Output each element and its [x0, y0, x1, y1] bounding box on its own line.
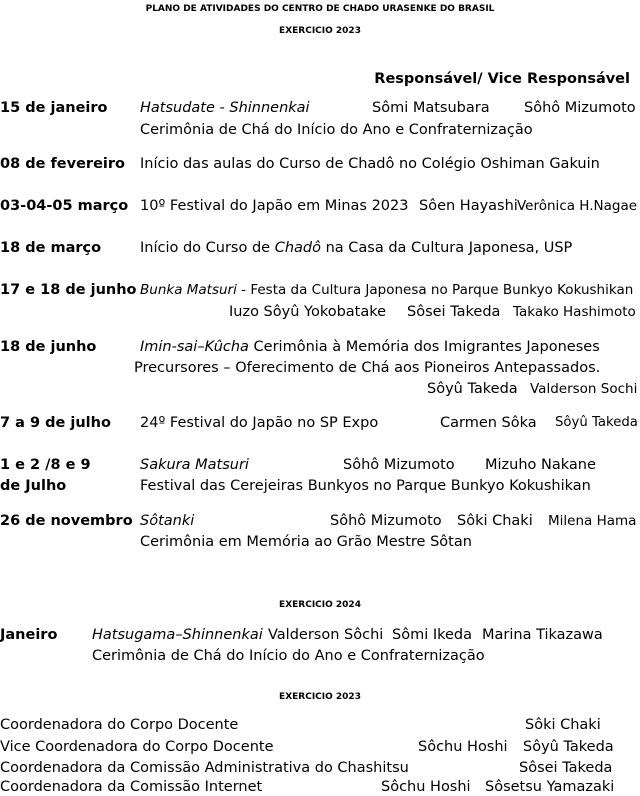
activity-description: Precursores – Oferecimento de Chá aos Pioneiros Antepassados.: [134, 360, 601, 376]
activity-person: Verônica H.Nagae: [517, 198, 638, 214]
role-person: Sôsetsu Yamazaki: [485, 779, 615, 795]
role-person: Sôki Chaki: [525, 717, 601, 733]
activity-description: Cerimônia de Chá do Início do Ano e Confraternização: [92, 648, 485, 664]
activity-person: Sôhô Mizumoto: [330, 513, 442, 529]
activity-date-line2: de Julho: [0, 478, 67, 494]
activity-date: 08 de fevereiro: [0, 156, 125, 172]
activity-date: 18 de junho: [0, 339, 97, 355]
activity-person: Sôhô Mizumoto: [343, 457, 455, 473]
activity-person: Iuzo Sôyû Yokobatake: [229, 304, 387, 320]
activity-person: Sôyû Takeda: [427, 381, 518, 397]
activity-person: Sôen Hayashi: [419, 198, 518, 214]
activity-description: Cerimônia em Memória ao Grão Mestre Sôtan: [140, 534, 472, 550]
activity-person: Milena Hama: [548, 513, 637, 529]
activity-event: Bunka Matsuri - Festa da Cultura Japonesa no Parque Bunkyo Kokushikan: [140, 282, 634, 298]
activity-date: 7 a 9 de julho: [0, 415, 111, 431]
activity-person: Carmen Sôka: [440, 415, 537, 431]
activity-person: Valderson Sôchi: [268, 627, 384, 643]
activity-person: Marina Tikazawa: [482, 627, 603, 643]
role-title: Coordenadora da Comissão Internet: [0, 779, 263, 795]
activity-person: Sôyû Takeda: [555, 415, 638, 430]
document-year: EXERCICIO 2023: [279, 26, 361, 36]
activity-event: Sôtanki: [140, 513, 195, 529]
activity-date: 18 de março: [0, 240, 102, 256]
activity-date: 15 de janeiro: [0, 100, 108, 116]
activity-person: Sôsei Takeda: [407, 304, 501, 320]
activity-event: 24º Festival do Japão no SP Expo: [140, 415, 379, 431]
activity-person: Sômi Matsubara: [372, 100, 490, 116]
activity-date: 03-04-05 março: [0, 198, 129, 214]
role-title: Coordenadora do Corpo Docente: [0, 717, 239, 733]
role-person: Sôyû Takeda: [523, 739, 614, 755]
activity-event: Sakura Matsuri: [140, 457, 249, 473]
activity-event: Hatsugama–Shinnenkai: [92, 627, 263, 643]
activity-date: 17 e 18 de junho: [0, 282, 137, 298]
activity-event: Início das aulas do Curso de Chadô no Colégio Oshiman Gakuin: [140, 156, 600, 172]
activity-person: Mizuho Nakane: [485, 457, 596, 473]
activity-event: 10º Festival do Japão em Minas 2023: [140, 198, 409, 214]
role-title: Coordenadora da Comissão Administrativa do Chashitsu: [0, 760, 409, 776]
activity-description: Cerimônia de Chá do Início do Ano e Confraternização: [140, 122, 533, 138]
activity-date: 1 e 2 /8 e 9: [0, 457, 91, 473]
activity-date: Janeiro: [0, 627, 58, 643]
activity-event: Hatsudate - Shinnenkai: [140, 100, 310, 116]
role-title: Vice Coordenadora do Corpo Docente: [0, 739, 274, 755]
activity-person: Takako Hashimoto: [513, 304, 636, 320]
activity-description: Festival das Cerejeiras Bunkyos no Parque Bunkyo Kokushikan: [140, 478, 591, 494]
activity-event: Imin-sai–Kûcha Cerimônia à Memória dos Imigrantes Japoneses: [140, 339, 600, 355]
document-title: PLANO DE ATIVIDADES DO CENTRO DE CHADO URASENKE DO BRASIL: [145, 4, 495, 14]
responsible-heading: Responsável/ Vice Responsável: [374, 71, 630, 87]
section-roles-heading: EXERCICIO 2023: [279, 692, 361, 702]
activity-person: Sômi Ikeda: [392, 627, 473, 643]
activity-event: Início do Curso de Chadô na Casa da Cultura Japonesa, USP: [140, 240, 573, 256]
activity-person: Valderson Sochi: [530, 381, 638, 397]
role-person: Sôchu Hoshi: [418, 739, 508, 755]
section-2024-heading: EXERCICIO 2024: [279, 600, 361, 610]
role-person: Sôsei Takeda: [519, 760, 613, 776]
activity-person: Sôhô Mizumoto: [524, 100, 636, 116]
activity-date: 26 de novembro: [0, 513, 133, 529]
activity-person: Sôki Chaki: [457, 513, 533, 529]
role-person: Sôchu Hoshi: [381, 779, 471, 795]
